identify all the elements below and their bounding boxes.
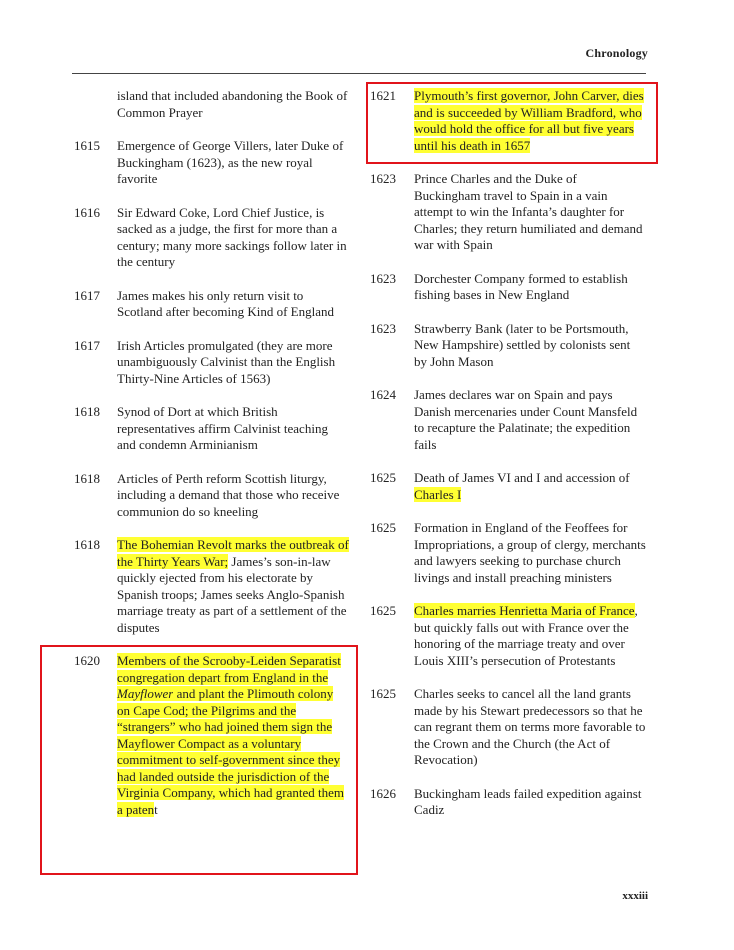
entry-text-segment: Dorchester Company formed to establish fishing bases in New England (414, 270, 628, 302)
entry-text (414, 603, 646, 669)
entry-year: 1626 (370, 785, 396, 801)
highlighted-text: Members of the Scrooby-Leiden Separatist congregation depart from England in the (117, 653, 341, 685)
chronology-entry (370, 387, 660, 453)
entry-year: 1625 (370, 470, 396, 485)
entry-text (414, 520, 646, 586)
entry-text (414, 686, 646, 769)
chronology-entry (370, 786, 660, 819)
chronology-entry (370, 603, 660, 669)
entry-text (117, 537, 349, 636)
entry-year: 1623 (370, 171, 396, 186)
chronology-entry (74, 288, 364, 321)
annotation-box-1620 (40, 645, 358, 875)
running-header: Chronology (585, 46, 648, 60)
entry-year: 1623 (370, 270, 396, 286)
entry-year: 1618 (74, 404, 100, 419)
entry-text (117, 288, 349, 321)
chronology-entry (74, 471, 364, 521)
entry-text-segment: Emergence of George Villers, later Duke of Buckingham (1623), as the new royal favorite (117, 138, 344, 186)
entry-text (414, 321, 646, 371)
chronology-entry (370, 520, 660, 586)
entry-text (414, 271, 646, 304)
entry-text-segment: James makes his only return visit to Scotland after becoming Kind of England (117, 287, 334, 319)
chronology-entry (370, 321, 660, 371)
entry-year: 1625 (370, 603, 396, 618)
entry-text-segment: James declares war on Spain and pays Danish mercenaries under Count Mansfeld to recapture the Palatinate; the expedition fails (414, 387, 638, 452)
entry-text (414, 786, 646, 819)
entry-text (414, 387, 646, 453)
chronology-entry (74, 205, 364, 271)
entry-text (117, 471, 349, 521)
entry-year: 1625 (370, 520, 396, 535)
highlighted-text: and plant the Plimouth colony on Cape Cod; the Pilgrims and the “strangers” who had joined them sign the Mayflower Compact as a voluntary commitment to self-government since they had landed outside the jurisdiction of the Virginia Company, which had granted them a paten (117, 686, 345, 817)
page-number: xxxiii (622, 890, 648, 902)
entry-text-segment: Irish Articles promulgated (they are more unambiguously Calvinist than the English Thirty-Nine Articles of 1563) (117, 337, 336, 386)
entry-text-segment: Strawberry Bank (later to be Portsmouth, New Hampshire) settled by colonists sent by John Mason (414, 320, 631, 369)
entry-text-segment: James’s son-in-law quickly ejected from his electorate by Spanish troops; James seeks Anglo-Spanish marriage treaty as part of a settlement of the disputes (117, 553, 347, 635)
entry-year: 1615 (74, 138, 100, 153)
chronology-entry (370, 686, 660, 769)
entry-year: 1620 (74, 653, 100, 668)
entry-text (117, 404, 349, 454)
entry-text-segment: Buckingham leads failed expedition against Cadiz (414, 785, 642, 817)
entry-text-segment: island that included abandoning the Book of Common Prayer (117, 88, 348, 120)
entry-text-segment: , but quickly falls out with France over the honoring of the marriage treaty and over Louis XIII’s persecution of Protestants (414, 603, 638, 668)
entry-text-segment: Synod of Dort at which British representatives affirm Calvinist teaching and condemn Arminianism (117, 404, 328, 452)
highlighted-text: Plymouth’s first governor, John Carver, dies and is succeeded by William Bradford, who would hold the office for all but five years until his death in 1657 (414, 88, 644, 153)
chronology-entry (74, 138, 364, 188)
entry-text-segment: t (154, 801, 158, 817)
chronology-entry (74, 537, 364, 636)
chronology-entry (74, 338, 364, 388)
entry-year: 1618 (74, 537, 100, 552)
chronology-entry (370, 271, 660, 304)
highlighted-text: Charles marries Henrietta Maria of France (414, 603, 635, 618)
entry-text (414, 470, 646, 503)
right-column (370, 88, 660, 836)
entry-year: 1617 (74, 337, 100, 353)
highlighted-text: Charles I (414, 486, 462, 502)
entry-year: 1617 (74, 287, 100, 303)
entry-year: 1623 (370, 320, 396, 336)
chronology-entry (74, 404, 364, 454)
highlighted-text: The Bohemian Revolt marks the outbreak of the Thirty Years War; (117, 537, 349, 569)
entry-text-segment: Prince Charles and the Duke of Buckingham travel to Spain in a vain attempt to win the Infanta’s daughter for Charles; they return humiliated and demand war with Spain (414, 171, 643, 252)
entry-text (117, 88, 349, 121)
entry-text (117, 338, 349, 388)
entry-text (117, 205, 349, 271)
entry-year: 1618 (74, 470, 100, 486)
entry-text (117, 138, 349, 188)
annotation-box-1621 (366, 82, 658, 164)
entry-year: 1616 (74, 204, 100, 220)
chronology-entry (370, 470, 660, 503)
entry-text-segment: Articles of Perth reform Scottish liturgy, including a demand that those who receive communion do so kneeling (117, 470, 340, 519)
chronology-entry (74, 88, 364, 121)
entry-text-segment: Charles seeks to cancel all the land grants made by his Stewart predecessors so that he can regrant them on terms more favorable to the Crown and the Church (the Act of Revocation) (414, 686, 646, 767)
entry-text-segment: Death of James VI and I and accession of (414, 470, 630, 485)
highlighted-text: Mayflower (117, 686, 174, 701)
entry-text (414, 171, 646, 254)
chronology-entry (370, 171, 660, 254)
header-rule (72, 73, 646, 74)
entry-year: 1624 (370, 387, 396, 402)
entry-year: 1625 (370, 686, 396, 701)
entry-text-segment: Sir Edward Coke, Lord Chief Justice, is sacked as a judge, the first for more than a century; many more sackings follow later in the century (117, 204, 347, 269)
entry-text-segment: Formation in England of the Feoffees for Impropriations, a group of clergy, merchants and lawyers seeking to purchase church livings and install preaching ministers (414, 520, 646, 585)
entry-year: 1621 (370, 88, 396, 103)
